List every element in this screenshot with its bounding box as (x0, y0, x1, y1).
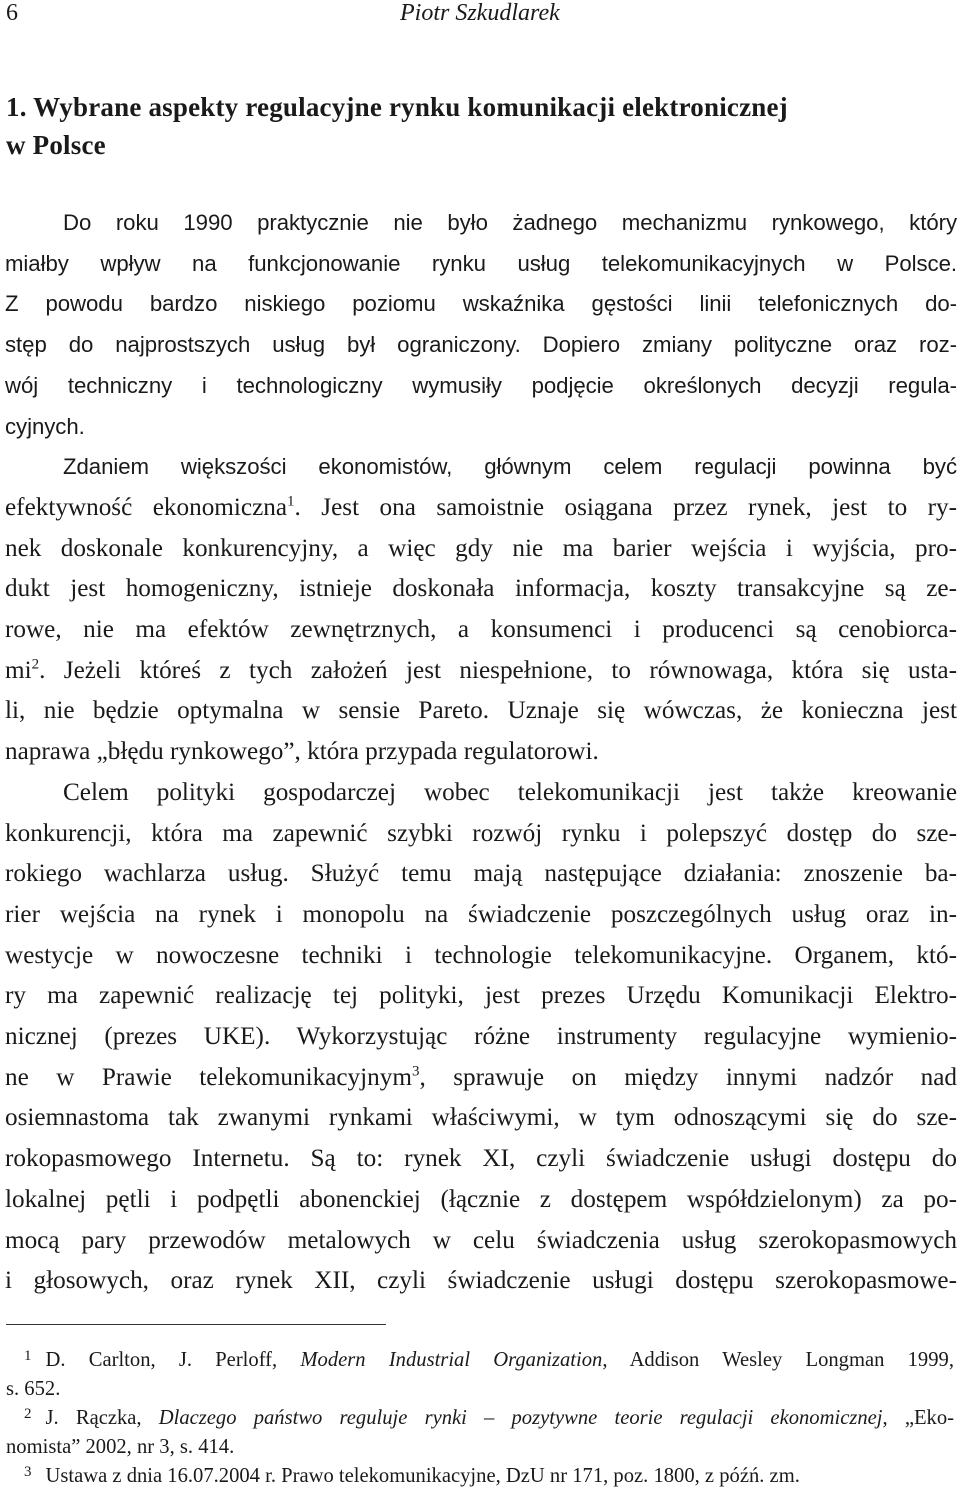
running-head-author: Piotr Szkudlarek (400, 0, 560, 26)
text-line: Celem polityki gospodarczej wobec telekomunikacji jest także kreowanie (63, 778, 957, 806)
text-line: dukt jest homogeniczny, istnieje doskonała informacja, koszty transakcyjne są ze- (5, 575, 957, 603)
text-line (5, 651, 957, 692)
text-line: rokiego wachlarza usług. Służyć temu mają następujące działania: znoszenie ba- (5, 860, 957, 888)
footnote-title: Dlaczego państwo reguluje rynki – pozytywne teorie regulacji ekonomicznej (158, 1407, 883, 1429)
footnote-marker: 2 (24, 1406, 32, 1422)
text-line: rier wejścia na rynek i monopolu na świadczenie poszczególnych usług oraz in- (5, 900, 957, 928)
running-head (6, 0, 954, 30)
footnote-line: nomista” 2002, nr 3, s. 414. (6, 1436, 235, 1458)
text-segment: . Jeżeli któreś z tych założeń jest niespełnione, to równowaga, która się usta- (39, 656, 957, 684)
text-line: Do roku 1990 praktycznie nie było żadnego mechanizmu rynkowego, który (63, 210, 957, 235)
footnote-text: J. Rączka, (45, 1407, 159, 1429)
text-line: ry ma zapewnić realizację tej polityki, jest prezes Urzędu Komunikacji Elektro- (5, 982, 957, 1010)
text-line: konkurencji, która ma zapewnić szybki rozwój rynku i polepszyć dostęp do sze- (5, 819, 957, 847)
text-line: wój techniczny i technologiczny wymusiły podjęcie określonych decyzji regula- (5, 372, 957, 398)
text-segment: , sprawuje on między innymi nadzór nad (419, 1063, 957, 1091)
footnote-line (6, 1462, 954, 1491)
footnote-text: Ustawa z dnia 16.07.2004 r. Prawo telekomunikacyjne, DzU nr 171, poz. 1800, z późń. zm. (45, 1465, 800, 1487)
text-line: osiemnastoma tak zwanymi rynkami właściwymi, w tym odnoszącymi się do sze- (5, 1104, 957, 1132)
footnote-line (6, 1404, 954, 1433)
text-line (5, 1058, 957, 1099)
page-number: 6 (6, 0, 18, 26)
text-line: rowe, nie ma efektów zewnętrznych, a konsumenci i producenci są cenobiorca- (5, 616, 957, 644)
text-segment: . Jest ona samoistnie osiągana przez rynek, jest to ry- (294, 493, 957, 521)
body-text (5, 203, 957, 1302)
footnote-marker: 1 (24, 1348, 32, 1364)
text-line: westycje w nowoczesne techniki i technologie telekomunikacyjne. Organem, któ- (5, 941, 957, 969)
text-line: i głosowych, oraz rynek XII, czyli świadczenie usługi dostępu szerokopasmowe- (5, 1267, 957, 1295)
text-line: nicznej (prezes UKE). Wykorzystując różne instrumenty regulacyjne wymienio- (5, 1023, 957, 1051)
footnote-text: , „Eko- (882, 1407, 955, 1429)
text-line: nek doskonale konkurencyjny, a więc gdy nie ma barier wejścia i wyjścia, pro- (5, 534, 957, 562)
footnote-ref: 1 (287, 493, 295, 510)
footnote-line: s. 652. (6, 1378, 61, 1400)
footnote-marker: 3 (24, 1464, 32, 1480)
section-heading-line: w Polsce (6, 130, 106, 160)
text-line (5, 488, 957, 529)
text-segment: ne w Prawie telekomunikacyjnym (5, 1063, 412, 1091)
text-line: stęp do najprostszych usług był ograniczony. Dopiero zmiany polityczne oraz roz- (5, 332, 957, 358)
text-line: rokopasmowego Internetu. Są to: rynek XI, czyli świadczenie usługi dostępu do (5, 1145, 957, 1173)
section-heading-line: 1. Wybrane aspekty regulacyjne rynku komunikacji elektronicznej (6, 92, 788, 122)
text-line: mocą pary przewodów metalowych w celu świadczenia usług szerokopasmowych (5, 1226, 957, 1254)
text-line: naprawa „błędu rynkowego”, która przypada regulatorowi. (5, 738, 599, 766)
text-line: cyjnych. (5, 413, 85, 439)
text-segment: efektywność ekonomiczna (5, 493, 288, 521)
footnotes (6, 1346, 954, 1491)
footnote-title: Modern Industrial Organization (300, 1349, 603, 1371)
footnote-text: , Addison Wesley Longman 1999, (602, 1349, 954, 1371)
text-line: miałby wpływ na funkcjonowanie rynku usług telekomunikacyjnych w Polsce. (5, 250, 957, 276)
text-line: Z powodu bardzo niskiego poziomu wskaźnika gęstości linii telefonicznych do- (5, 291, 957, 317)
footnote-ref: 3 (411, 1063, 420, 1080)
footnote-text: D. Carlton, J. Perloff, (45, 1349, 301, 1371)
text-line: Zdaniem większości ekonomistów, głównym celem regulacji powinna być (63, 454, 957, 480)
footnote-ref: 2 (31, 656, 40, 673)
text-line: li, nie będzie optymalna w sensie Pareto. Uznaje się wówczas, że konieczna jest (5, 697, 957, 725)
text-segment: mi (5, 656, 32, 684)
section-heading (6, 88, 906, 164)
text-line: lokalnej pętli i podpętli abonenckiej (łącznie z dostępem współdzielonym) za po- (5, 1185, 957, 1213)
footnote-line (6, 1346, 954, 1375)
footnote-divider (6, 1324, 386, 1325)
